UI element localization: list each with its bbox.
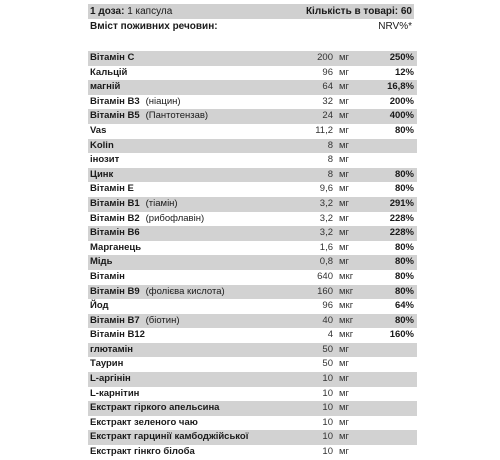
nutrient-name xyxy=(88,372,255,387)
nrv-value: 64% xyxy=(394,300,414,312)
amount-value: 1,6 xyxy=(319,241,333,253)
nutrient-amount xyxy=(255,226,369,241)
table-row xyxy=(88,226,417,241)
nutrient-amount xyxy=(255,372,369,387)
table-row xyxy=(88,80,417,95)
nutrient-amount xyxy=(255,109,369,124)
amount-unit: мг xyxy=(339,154,349,166)
nutrient-note: (рибофлавін) xyxy=(145,212,205,224)
nutrient-name xyxy=(88,357,255,372)
nutrient-amount xyxy=(255,139,369,154)
dose-info xyxy=(90,4,172,19)
amount-unit: мг xyxy=(339,358,349,370)
nutrient-amount xyxy=(255,80,369,95)
nutrient-name xyxy=(88,182,255,197)
nutrient-label: Вітамін В7 xyxy=(90,314,140,326)
amount-value: 11,2 xyxy=(315,124,333,136)
table-row xyxy=(88,416,417,431)
amount-unit: мг xyxy=(339,52,349,63)
amount-value: 64 xyxy=(322,81,333,93)
nutrient-note: (біотин) xyxy=(145,314,180,326)
nutrient-name xyxy=(88,212,255,227)
nutrient-label: Вітамін В6 xyxy=(90,227,140,239)
count-label: Кількість в товарі: 60 xyxy=(305,6,412,17)
nutrient-name xyxy=(88,445,255,460)
amount-value: 96 xyxy=(322,300,333,312)
nutrient-name xyxy=(88,270,255,285)
nrv-value xyxy=(369,343,417,358)
nutrient-amount xyxy=(255,95,369,110)
amount-unit: мг xyxy=(339,387,349,399)
nrv-value xyxy=(369,139,417,154)
nutrient-name xyxy=(88,109,255,124)
content-label: Вміст поживних речовин: xyxy=(90,21,218,32)
amount-value: 24 xyxy=(322,110,333,122)
nutrient-label: інозит xyxy=(90,154,120,166)
nrv-value: 80% xyxy=(394,241,414,253)
table-row xyxy=(88,357,417,372)
nutrient-name xyxy=(88,153,255,168)
amount-unit: мкг xyxy=(339,270,354,282)
amount-unit: мг xyxy=(339,168,349,180)
amount-value: 8 xyxy=(327,154,333,166)
amount-value: 50 xyxy=(322,343,333,355)
nrv-value xyxy=(369,401,417,416)
table-row xyxy=(88,270,417,285)
nutrient-label: Екстракт гіркого апельсина xyxy=(90,402,220,414)
nrv-value: 200% xyxy=(389,95,414,107)
nrv-value: 80% xyxy=(369,285,417,300)
nrv-value: 80% xyxy=(369,314,417,329)
amount-unit: мг xyxy=(339,446,349,458)
amount-unit: мг xyxy=(339,81,349,93)
table-row xyxy=(88,430,417,445)
nrv-value: 16,8% xyxy=(369,80,417,95)
amount-value: 50 xyxy=(322,358,333,370)
amount-value: 10 xyxy=(322,416,333,428)
nutrient-amount xyxy=(255,285,369,300)
amount-unit: мг xyxy=(339,241,349,253)
nutrient-table xyxy=(88,51,417,460)
table-row xyxy=(88,197,417,212)
content-header xyxy=(88,19,414,34)
amount-unit: мг xyxy=(339,139,349,151)
nutrient-amount xyxy=(255,124,369,139)
nutrient-label: Вітамін В5 xyxy=(90,110,140,122)
amount-unit: мг xyxy=(339,183,349,195)
nutrient-label: Вітамін В12 xyxy=(90,329,145,341)
nutrient-name xyxy=(88,80,255,95)
amount-value: 10 xyxy=(322,373,333,385)
nrv-value: 12% xyxy=(394,66,414,78)
nutrient-label: Вітамін Е xyxy=(90,183,134,195)
nutrient-name xyxy=(88,241,255,256)
nutrient-label: Вітамін В9 xyxy=(90,285,140,297)
nutrient-note: (тіамін) xyxy=(145,197,178,209)
nutrient-name xyxy=(88,314,255,329)
table-row xyxy=(88,95,417,110)
nutrient-label: Кальцій xyxy=(90,66,128,78)
table-row xyxy=(88,139,417,154)
table-row xyxy=(88,299,417,314)
nutrient-label: Таурин xyxy=(90,358,124,370)
nutrient-label: Вітамін В2 xyxy=(90,212,140,224)
nrv-value: 80% xyxy=(369,168,417,183)
nutrient-amount xyxy=(255,445,369,460)
table-row xyxy=(88,343,417,358)
nrv-value xyxy=(369,416,417,431)
dose-label: 1 доза: xyxy=(90,6,125,17)
nrv-value: 80% xyxy=(394,270,414,282)
amount-value: 10 xyxy=(322,431,333,443)
nutrient-name xyxy=(88,401,255,416)
amount-unit: мкг xyxy=(339,314,354,326)
nutrient-label: глютамін xyxy=(90,343,133,355)
nutrient-name xyxy=(88,168,255,183)
nutrition-facts-panel xyxy=(88,4,414,460)
table-row xyxy=(88,387,417,402)
dose-header xyxy=(88,4,414,19)
amount-unit: мг xyxy=(339,197,349,209)
table-row xyxy=(88,241,417,256)
nutrient-amount xyxy=(255,387,369,402)
nrv-value xyxy=(369,445,417,460)
nrv-value: 228% xyxy=(369,226,417,241)
nutrient-amount xyxy=(255,328,369,343)
amount-unit: мг xyxy=(339,402,349,414)
nutrient-amount xyxy=(255,270,369,285)
nutrient-label: Екстракт гарцинії камбоджійської xyxy=(90,431,249,443)
nrv-value: 80% xyxy=(369,255,417,270)
nrv-value: 160% xyxy=(389,329,414,341)
amount-unit: мг xyxy=(339,416,349,428)
nutrient-amount xyxy=(255,51,369,66)
nrv-value: 80% xyxy=(394,124,414,136)
nrv-value xyxy=(369,357,417,372)
nutrient-name xyxy=(88,66,255,81)
nutrient-amount xyxy=(255,241,369,256)
table-row xyxy=(88,255,417,270)
nutrient-amount xyxy=(255,430,369,445)
nutrient-amount xyxy=(255,182,369,197)
amount-value: 96 xyxy=(322,66,333,78)
amount-unit: мг xyxy=(339,343,349,355)
nutrient-label: Вітамін В1 xyxy=(90,197,140,209)
amount-value: 40 xyxy=(322,314,333,326)
amount-value: 32 xyxy=(322,95,333,107)
nutrient-label: Вітамін С xyxy=(90,52,135,63)
nutrient-label: магній xyxy=(90,81,121,93)
nrv-value xyxy=(369,430,417,445)
amount-value: 4 xyxy=(327,329,333,341)
nrv-value xyxy=(369,153,417,168)
nutrient-amount xyxy=(255,197,369,212)
nutrient-name xyxy=(88,328,255,343)
table-row xyxy=(88,109,417,124)
amount-value: 0,8 xyxy=(319,256,333,268)
amount-value: 8 xyxy=(327,168,333,180)
nutrient-amount xyxy=(255,299,369,314)
amount-value: 10 xyxy=(322,387,333,399)
amount-unit: мг xyxy=(339,212,349,224)
nutrient-amount xyxy=(255,314,369,329)
amount-value: 3,2 xyxy=(319,197,333,209)
amount-unit: мкг xyxy=(339,329,354,341)
table-row xyxy=(88,285,417,300)
nutrient-name xyxy=(88,255,255,270)
nutrient-table-body xyxy=(88,51,417,460)
table-row xyxy=(88,401,417,416)
amount-value: 3,2 xyxy=(319,227,333,239)
table-row xyxy=(88,314,417,329)
nrv-value: 228% xyxy=(389,212,414,224)
amount-unit: мг xyxy=(339,95,349,107)
amount-value: 10 xyxy=(322,446,333,458)
amount-unit: мкг xyxy=(339,300,354,312)
amount-unit: мг xyxy=(339,227,349,239)
nrv-value: 400% xyxy=(369,109,417,124)
nutrient-label: Vas xyxy=(90,124,107,136)
nrv-header: NRV%* xyxy=(378,21,412,32)
nutrient-amount xyxy=(255,153,369,168)
table-row xyxy=(88,212,417,227)
amount-value: 640 xyxy=(317,270,333,282)
amount-value: 160 xyxy=(317,285,333,297)
table-row xyxy=(88,445,417,460)
nutrient-name xyxy=(88,197,255,212)
nutrient-amount xyxy=(255,212,369,227)
table-row xyxy=(88,51,417,66)
amount-unit: мг xyxy=(339,431,349,443)
table-row xyxy=(88,168,417,183)
spacer xyxy=(88,34,414,51)
table-row xyxy=(88,124,417,139)
nutrient-amount xyxy=(255,168,369,183)
nutrient-name xyxy=(88,51,255,66)
amount-unit: мг xyxy=(339,66,349,78)
nrv-value: 250% xyxy=(369,51,417,66)
amount-value: 10 xyxy=(322,402,333,414)
amount-unit: мкг xyxy=(339,285,354,297)
nutrient-name xyxy=(88,124,255,139)
amount-unit: мг xyxy=(339,110,349,122)
nutrient-name xyxy=(88,416,255,431)
amount-value: 200 xyxy=(317,52,333,63)
amount-unit: мг xyxy=(339,256,349,268)
nutrient-name xyxy=(88,95,255,110)
nutrient-label: Екстракт зеленого чаю xyxy=(90,416,198,428)
nutrient-label: L-карнітин xyxy=(90,387,140,399)
table-row xyxy=(88,372,417,387)
nutrient-label: Вітамін В3 xyxy=(90,95,140,107)
nutrient-name xyxy=(88,139,255,154)
amount-value: 8 xyxy=(327,139,333,151)
nutrient-name xyxy=(88,226,255,241)
dose-value: 1 капсула xyxy=(127,6,173,17)
amount-unit: мг xyxy=(339,124,349,136)
nutrient-label: Йод xyxy=(90,300,109,312)
amount-unit: мг xyxy=(339,373,349,385)
nutrient-amount xyxy=(255,255,369,270)
nrv-value: 80% xyxy=(394,183,414,195)
table-row xyxy=(88,328,417,343)
nutrient-label: Марганець xyxy=(90,241,142,253)
nutrient-label: Екстракт гінкго білоба xyxy=(90,446,195,458)
nutrient-label: Цинк xyxy=(90,168,114,180)
nutrient-note: (фолієва кислота) xyxy=(145,285,225,297)
nutrient-name xyxy=(88,430,255,445)
nutrient-name xyxy=(88,285,255,300)
nutrient-name xyxy=(88,343,255,358)
nutrient-label: L-аргінін xyxy=(90,373,131,385)
nutrient-name xyxy=(88,387,255,402)
nutrient-amount xyxy=(255,357,369,372)
nutrient-label: Kolin xyxy=(90,139,114,151)
nutrient-amount xyxy=(255,401,369,416)
amount-value: 9,6 xyxy=(319,183,333,195)
nutrient-label: Мідь xyxy=(90,256,113,268)
nutrient-label: Вітамін xyxy=(90,270,125,282)
nutrient-amount xyxy=(255,343,369,358)
nutrient-name xyxy=(88,299,255,314)
nutrient-note: (Пантотензав) xyxy=(145,110,209,122)
nrv-value: 291% xyxy=(369,197,417,212)
nrv-value xyxy=(369,387,417,402)
nutrient-amount xyxy=(255,66,369,81)
table-row xyxy=(88,182,417,197)
nutrient-note: (ніацин) xyxy=(145,95,181,107)
nrv-value xyxy=(369,372,417,387)
table-row xyxy=(88,66,417,81)
table-row xyxy=(88,153,417,168)
nutrient-amount xyxy=(255,416,369,431)
amount-value: 3,2 xyxy=(319,212,333,224)
